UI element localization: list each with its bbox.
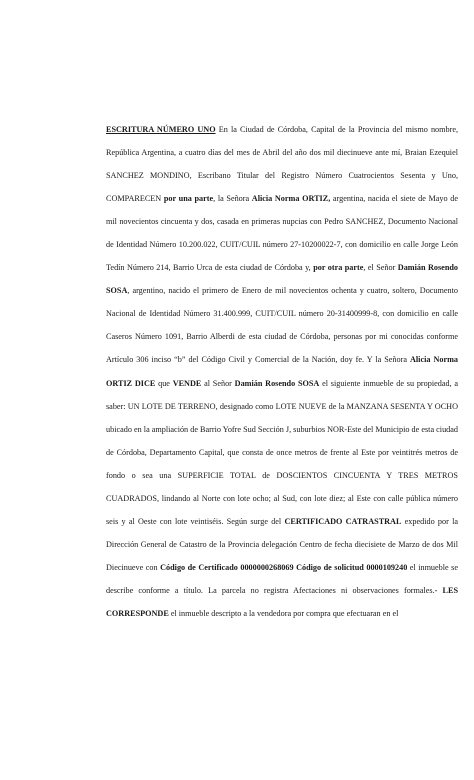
buyer-name: Damián Rosendo SOSA bbox=[234, 378, 320, 388]
text-segment: En la Ciudad de Córdoba, Capital de la Provincia del mismo nombre, República Argentina, a cuatro días del mes de Abril del año dos mil diecinueve ante mí, Braian Ezequiel SANCHEZ MONDINO, Escribano Titular del Registro Número Cuatrocientos Sesenta y Uno, COMPARECEN bbox=[106, 125, 458, 204]
text-segment: al Señor bbox=[201, 378, 235, 388]
text-segment: argentina, nacida el siete de Mayo de mil novecientos cincuenta y dos, casada en primeras nupcias con Pedro SANCHEZ, Documento Nacional de Identidad Número 10.200.022, CUIT/CUIL número 27-10200022-7, con domicilio en calle Jorge León Tedín Número 214, Barrio Urca de esta ciudad de Córdoba y, bbox=[106, 194, 458, 273]
text-segment: el inmueble descripto a la vendedora por compra que efectuaran en el bbox=[168, 608, 399, 618]
deed-title: ESCRITURA NÚMERO UNO bbox=[106, 125, 216, 134]
bold-phrase: por otra parte bbox=[313, 263, 364, 273]
seller-name: Alicia Norma ORTIZ, bbox=[251, 194, 331, 204]
text-segment: expedido por la Dirección General de Catastro de la Provincia delegación Centro de fecha diecisiete de Marzo de dos Mil Diecinueve con bbox=[106, 516, 458, 572]
sale-verb: VENDE bbox=[172, 378, 202, 388]
text-segment: , el Señor bbox=[363, 263, 398, 273]
text-segment: que bbox=[155, 378, 173, 388]
seller-declaration: Alicia Norma ORTIZ DICE bbox=[106, 355, 458, 388]
certificate-codes: Código de Certificado 0000000268069 Código de solicitud 0000109240 bbox=[160, 562, 408, 572]
title-origin-heading: - LES CORRESPONDE bbox=[106, 585, 458, 618]
bold-phrase: por una parte bbox=[163, 194, 214, 204]
buyer-name: Damián Rosendo SOSA bbox=[106, 263, 459, 296]
deed-body-paragraph bbox=[106, 118, 458, 625]
text-segment: el siguiente inmueble de su propiedad, a saber: UN LOTE DE TERRENO, designado como LOTE NUEVE de la MANZANA SESENTA Y OCHO ubicado en la ampliación de Barrio Yofre Sud Sección J, suburbios NOR-Este del Municipio de esta ciudad de Córdoba, Departamento Capital, que consta de once metros de frente al Este por veintitrés metros de fondo o sea una SUPERFICIE TOTAL de DOSCIENTOS CINCUENTA Y TRES METROS CUADRADOS, lindando al Norte con lote ocho; al Sud, con lote diez; al Este con calle pública número seis y al Oeste con lote veintiséis. Según surge del bbox=[106, 378, 459, 526]
text-segment: el inmueble se describe conforme a título. La parcela no registra Afectaciones ni observaciones formales. bbox=[106, 562, 458, 595]
text-segment: , la Señora bbox=[213, 194, 252, 204]
cadastral-certificate-label: CERTIFICADO CATRASTRAL bbox=[284, 516, 402, 526]
text-segment: , argentino, nacido el primero de Enero de mil novecientos ochenta y cuatro, soltero, Documento Nacional de Identidad Número 31.400.999, CUIT/CUIL número 20-31400999-8, con domicilio en calle Caseros Número 1091, Barrio Alberdi de esta ciudad de Córdoba, personas por mi conocidas conforme Artículo 306 inciso “b” del Código Civil y Comercial de la Nación, doy fe. Y la Señora bbox=[106, 286, 458, 365]
